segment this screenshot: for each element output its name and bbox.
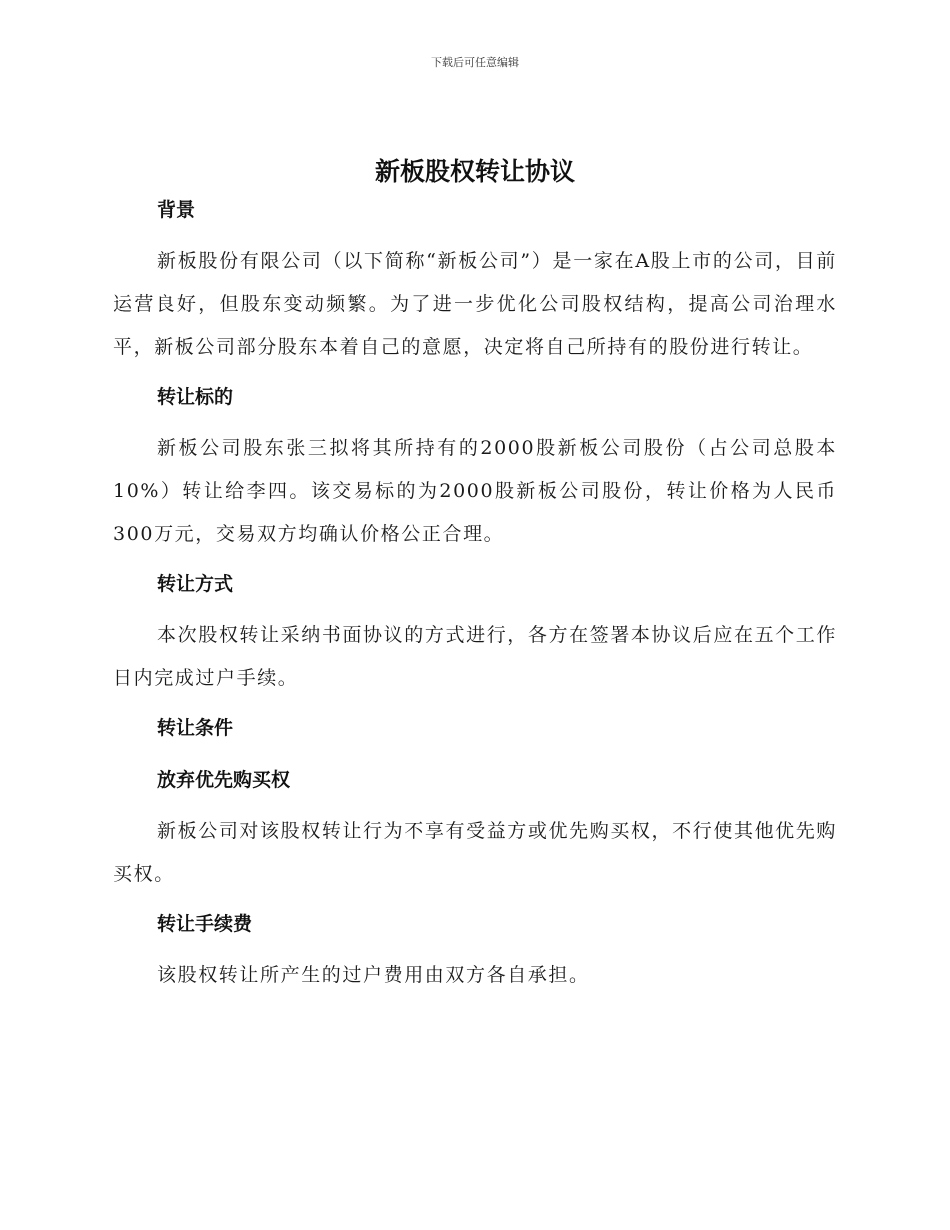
section-heading-conditions: 转让条件 bbox=[157, 717, 234, 739]
section-heading-subject: 转让标的 bbox=[157, 386, 234, 408]
section-text-fees: 该股权转让所产生的过户费用由双方各自承担。 bbox=[157, 964, 590, 986]
section-text-subject: 新板公司股东张三拟将其所持有的2000股新板公司股份（占公司总股本10%）转让给李四。该交易标的为2000股新板公司股份，转让价格为人民币300万元，交易双方均确认价格公正合理。 bbox=[113, 437, 837, 545]
section-text-waiver: 新板公司对该股权转让行为不享有受益方或优先购买权，不行使其他优先购买权。 bbox=[113, 820, 837, 885]
section-text-background: 新板股份有限公司（以下简称“新板公司”）是一家在A股上市的公司，目前运营良好，但股东变动频繁。为了进一步优化公司股权结构，提高公司治理水平，新板公司部分股东本着自己的意愿，决定将自己所持有的股份进行转让。 bbox=[113, 250, 837, 358]
section-heading-waiver: 放弃优先购买权 bbox=[157, 769, 291, 791]
section-heading-method: 转让方式 bbox=[157, 573, 234, 595]
document-title: 新板股权转让协议 bbox=[374, 157, 575, 186]
header-note: 下载后可任意编辑 bbox=[431, 56, 519, 69]
section-text-method: 本次股权转让采纳书面协议的方式进行，各方在签署本协议后应在五个工作日内完成过户手续。 bbox=[113, 624, 837, 689]
section-heading-fees: 转让手续费 bbox=[157, 913, 253, 935]
section-heading-background: 背景 bbox=[157, 199, 196, 221]
document-body bbox=[113, 196, 837, 997]
